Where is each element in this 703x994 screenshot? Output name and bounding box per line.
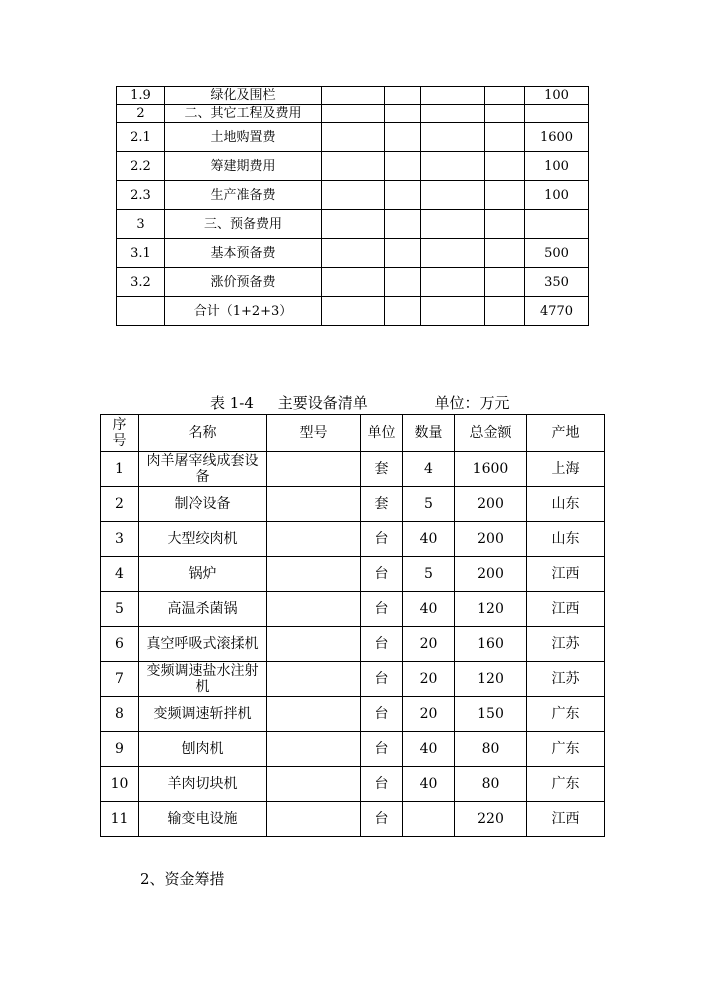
equip-unit-cell: 台 [361, 732, 403, 767]
cost-total-cell: 350 [525, 268, 589, 297]
cost-col5-cell [421, 105, 485, 123]
equip-no-cell: 8 [101, 697, 139, 732]
header-model: 型号 [267, 415, 361, 452]
equipment-table-row [101, 662, 605, 697]
equip-qty-cell: 20 [403, 662, 455, 697]
equipment-table-row [101, 452, 605, 487]
equip-no-cell: 7 [101, 662, 139, 697]
cost-no-cell [117, 297, 165, 326]
equip-amount-cell: 160 [455, 627, 527, 662]
equip-amount-cell: 150 [455, 697, 527, 732]
cost-col4-cell [385, 123, 421, 152]
cost-col3-cell [322, 105, 385, 123]
header-no: 序号 [101, 415, 139, 452]
equip-no-cell: 1 [101, 452, 139, 487]
equip-unit-cell: 套 [361, 452, 403, 487]
cost-total-cell [525, 105, 589, 123]
equip-amount-cell: 200 [455, 522, 527, 557]
equip-no-cell: 4 [101, 557, 139, 592]
equip-name-cell: 制冷设备 [139, 487, 267, 522]
cost-total-cell: 100 [525, 181, 589, 210]
equip-qty-cell: 20 [403, 697, 455, 732]
equip-name-cell: 大型绞肉机 [139, 522, 267, 557]
equipment-list-table [100, 414, 605, 837]
equip-amount-cell: 200 [455, 487, 527, 522]
equip-model-cell [267, 627, 361, 662]
equip-name-cell: 输变电设施 [139, 802, 267, 837]
cost-col5-cell [421, 123, 485, 152]
equipment-table-row [101, 522, 605, 557]
equip-name-cell: 高温杀菌锅 [139, 592, 267, 627]
cost-table-row [117, 297, 589, 326]
equip-name-cell: 真空呼吸式滚揉机 [139, 627, 267, 662]
equip-no-cell: 6 [101, 627, 139, 662]
cost-col5-cell [421, 239, 485, 268]
equip-model-cell [267, 697, 361, 732]
cost-col4-cell [385, 152, 421, 181]
cost-total-cell: 100 [525, 87, 589, 105]
equip-origin-cell: 广东 [527, 697, 605, 732]
section-heading: 2、资金筹措 [140, 870, 225, 888]
cost-no-cell: 2 [117, 105, 165, 123]
equip-no-cell: 9 [101, 732, 139, 767]
equip-unit-cell: 台 [361, 557, 403, 592]
cost-item-cell: 土地购置费 [165, 123, 322, 152]
cost-col4-cell [385, 87, 421, 105]
cost-col3-cell [322, 297, 385, 326]
equip-amount-cell: 200 [455, 557, 527, 592]
equip-no-cell: 2 [101, 487, 139, 522]
equipment-table-row [101, 557, 605, 592]
equipment-table-row [101, 697, 605, 732]
equip-name-cell: 肉羊屠宰线成套设备 [139, 452, 267, 487]
cost-col6-cell [485, 210, 525, 239]
cost-item-cell: 生产准备费 [165, 181, 322, 210]
equip-model-cell [267, 767, 361, 802]
equip-qty-cell: 20 [403, 627, 455, 662]
cost-table-row [117, 152, 589, 181]
equip-amount-cell: 220 [455, 802, 527, 837]
cost-total-cell: 4770 [525, 297, 589, 326]
cost-col3-cell [322, 87, 385, 105]
cost-col6-cell [485, 297, 525, 326]
cost-item-cell: 筹建期费用 [165, 152, 322, 181]
equip-name-cell: 变频调速斩拌机 [139, 697, 267, 732]
cost-col4-cell [385, 297, 421, 326]
cost-col5-cell [421, 268, 485, 297]
cost-table-row [117, 181, 589, 210]
cost-item-cell: 三、预备费用 [165, 210, 322, 239]
equipment-table-row [101, 767, 605, 802]
equip-no-cell: 3 [101, 522, 139, 557]
equip-unit-cell: 台 [361, 592, 403, 627]
equip-no-cell: 10 [101, 767, 139, 802]
equip-model-cell [267, 557, 361, 592]
cost-col6-cell [485, 181, 525, 210]
equip-model-cell [267, 662, 361, 697]
equip-unit-cell: 台 [361, 662, 403, 697]
equip-model-cell [267, 452, 361, 487]
cost-table-row [117, 123, 589, 152]
cost-col5-cell [421, 152, 485, 181]
equip-model-cell [267, 522, 361, 557]
equip-origin-cell: 江苏 [527, 662, 605, 697]
cost-item-cell: 合计（1+2+3） [165, 297, 322, 326]
equip-origin-cell: 江西 [527, 557, 605, 592]
investment-cost-table-body [117, 87, 589, 326]
equip-unit-cell: 台 [361, 802, 403, 837]
cost-no-cell: 3 [117, 210, 165, 239]
cost-no-cell: 2.2 [117, 152, 165, 181]
investment-cost-table [116, 86, 589, 326]
cost-total-cell [525, 210, 589, 239]
equip-origin-cell: 山东 [527, 522, 605, 557]
header-name: 名称 [139, 415, 267, 452]
equip-unit-cell: 台 [361, 697, 403, 732]
header-unit: 单位 [361, 415, 403, 452]
equip-unit-cell: 台 [361, 627, 403, 662]
equipment-table-caption: 表 1-4 主要设备清单 单位：万元 [210, 394, 510, 412]
equip-model-cell [267, 487, 361, 522]
cost-col4-cell [385, 210, 421, 239]
equip-no-cell: 11 [101, 802, 139, 837]
cost-col3-cell [322, 239, 385, 268]
equip-name-cell: 变频调速盐水注射机 [139, 662, 267, 697]
equip-amount-cell: 120 [455, 592, 527, 627]
equip-amount-cell: 1600 [455, 452, 527, 487]
cost-col6-cell [485, 239, 525, 268]
equip-amount-cell: 80 [455, 767, 527, 802]
cost-col4-cell [385, 105, 421, 123]
cost-col5-cell [421, 210, 485, 239]
cost-col6-cell [485, 105, 525, 123]
cost-col4-cell [385, 239, 421, 268]
cost-table-row [117, 210, 589, 239]
equip-qty-cell: 40 [403, 732, 455, 767]
cost-item-cell: 基本预备费 [165, 239, 322, 268]
cost-no-cell: 3.2 [117, 268, 165, 297]
equipment-table-body [101, 452, 605, 837]
cost-total-cell: 500 [525, 239, 589, 268]
equip-model-cell [267, 802, 361, 837]
equip-qty-cell: 40 [403, 522, 455, 557]
equip-origin-cell: 江西 [527, 802, 605, 837]
cost-no-cell: 1.9 [117, 87, 165, 105]
cost-col4-cell [385, 268, 421, 297]
cost-item-cell: 涨价预备费 [165, 268, 322, 297]
equipment-table-row [101, 732, 605, 767]
equip-qty-cell: 5 [403, 557, 455, 592]
cost-table-row [117, 105, 589, 123]
cost-col3-cell [322, 181, 385, 210]
cost-table-row [117, 87, 589, 105]
equip-amount-cell: 80 [455, 732, 527, 767]
cost-col5-cell [421, 297, 485, 326]
equip-name-cell: 锅炉 [139, 557, 267, 592]
equip-unit-cell: 套 [361, 487, 403, 522]
equip-origin-cell: 山东 [527, 487, 605, 522]
cost-total-cell: 1600 [525, 123, 589, 152]
equip-qty-cell: 40 [403, 592, 455, 627]
equipment-header-row [101, 415, 605, 452]
cost-table-row [117, 239, 589, 268]
cost-col6-cell [485, 123, 525, 152]
equipment-table-row [101, 487, 605, 522]
equip-unit-cell: 台 [361, 522, 403, 557]
cost-col6-cell [485, 152, 525, 181]
cost-col3-cell [322, 123, 385, 152]
equip-model-cell [267, 732, 361, 767]
equip-qty-cell [403, 802, 455, 837]
equip-qty-cell: 5 [403, 487, 455, 522]
header-qty: 数量 [403, 415, 455, 452]
cost-item-cell: 绿化及围栏 [165, 87, 322, 105]
cost-col3-cell [322, 152, 385, 181]
equip-origin-cell: 江西 [527, 592, 605, 627]
cost-col6-cell [485, 87, 525, 105]
equip-origin-cell: 广东 [527, 767, 605, 802]
cost-col3-cell [322, 268, 385, 297]
equip-qty-cell: 40 [403, 767, 455, 802]
equip-amount-cell: 120 [455, 662, 527, 697]
equip-origin-cell: 江苏 [527, 627, 605, 662]
cost-col5-cell [421, 87, 485, 105]
equip-origin-cell: 广东 [527, 732, 605, 767]
cost-item-cell: 二、其它工程及费用 [165, 105, 322, 123]
equipment-table-row [101, 592, 605, 627]
equipment-table-row [101, 802, 605, 837]
equip-name-cell: 刨肉机 [139, 732, 267, 767]
equip-qty-cell: 4 [403, 452, 455, 487]
equip-no-cell: 5 [101, 592, 139, 627]
equip-name-cell: 羊肉切块机 [139, 767, 267, 802]
cost-col4-cell [385, 181, 421, 210]
cost-no-cell: 2.1 [117, 123, 165, 152]
equip-unit-cell: 台 [361, 767, 403, 802]
header-origin: 产地 [527, 415, 605, 452]
cost-col5-cell [421, 181, 485, 210]
header-amount: 总金额 [455, 415, 527, 452]
cost-table-row [117, 268, 589, 297]
cost-no-cell: 3.1 [117, 239, 165, 268]
cost-col6-cell [485, 268, 525, 297]
cost-no-cell: 2.3 [117, 181, 165, 210]
cost-col3-cell [322, 210, 385, 239]
cost-total-cell: 100 [525, 152, 589, 181]
equip-origin-cell: 上海 [527, 452, 605, 487]
equip-model-cell [267, 592, 361, 627]
equipment-table-row [101, 627, 605, 662]
